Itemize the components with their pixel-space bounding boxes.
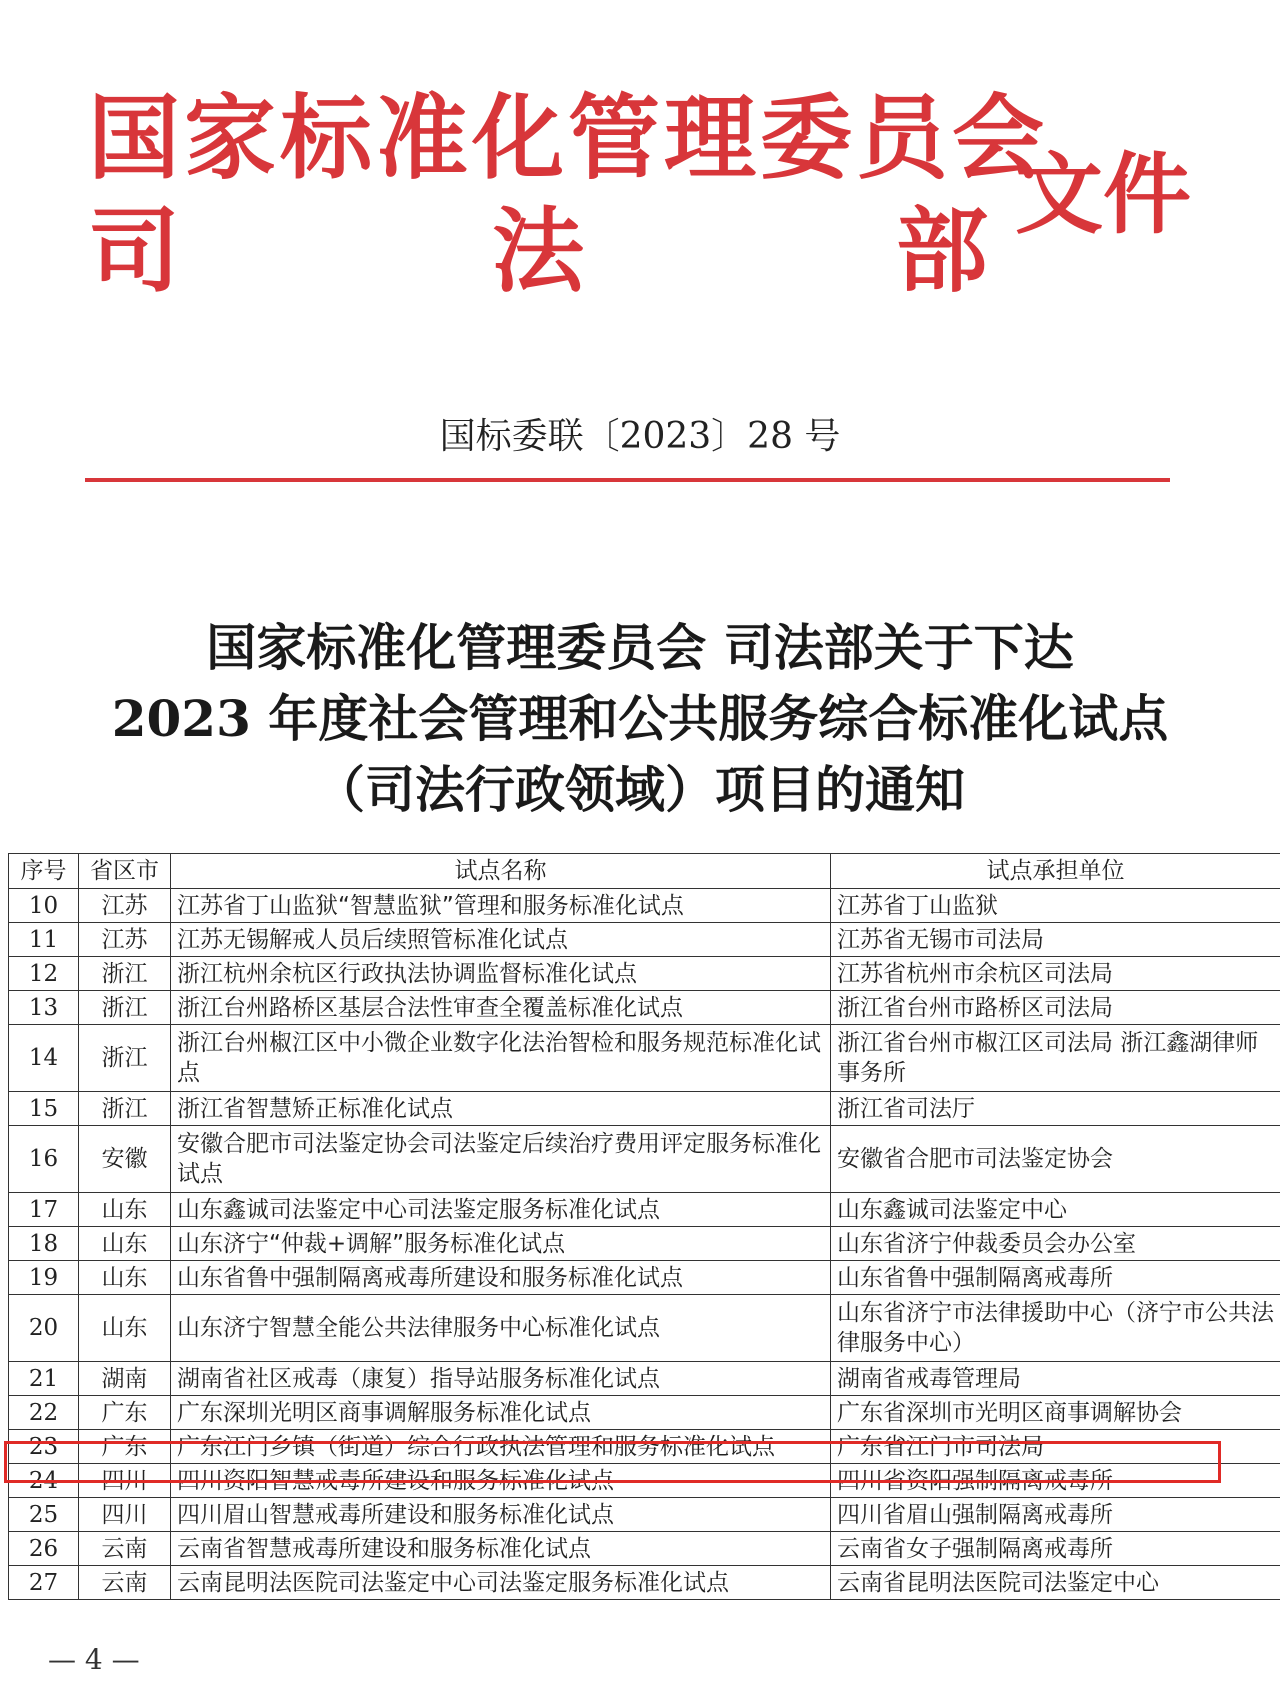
table-row [9, 1498, 1280, 1532]
row-pilot-name: 云南昆明法医院司法鉴定中心司法鉴定服务标准化试点 [171, 1566, 831, 1600]
table-row [9, 1193, 1280, 1227]
row-no: 20 [9, 1295, 79, 1362]
row-no: 25 [9, 1498, 79, 1532]
row-no: 18 [9, 1227, 79, 1261]
row-no: 12 [9, 957, 79, 991]
row-unit: 浙江省台州市路桥区司法局 [831, 991, 1280, 1025]
table-row-highlighted [9, 1430, 1280, 1464]
row-province: 四川 [79, 1464, 171, 1498]
table-row [9, 1025, 1280, 1092]
table-row [9, 1566, 1280, 1600]
row-no: 16 [9, 1126, 79, 1193]
row-unit: 广东省深圳市光明区商事调解协会 [831, 1396, 1280, 1430]
row-province: 山东 [79, 1261, 171, 1295]
row-unit: 云南省女子强制隔离戒毒所 [831, 1532, 1280, 1566]
row-no: 19 [9, 1261, 79, 1295]
table-row [9, 957, 1280, 991]
row-no: 24 [9, 1464, 79, 1498]
row-province: 云南 [79, 1532, 171, 1566]
row-pilot-name: 山东济宁“仲裁+调解”服务标准化试点 [171, 1227, 831, 1261]
table-row [9, 991, 1280, 1025]
row-no: 27 [9, 1566, 79, 1600]
table-row [9, 1126, 1280, 1193]
row-unit: 江苏省丁山监狱 [831, 889, 1280, 923]
header-divider [85, 478, 1170, 482]
row-unit: 山东省鲁中强制隔离戒毒所 [831, 1261, 1280, 1295]
org-char: 部 [895, 197, 988, 305]
row-no: 14 [9, 1025, 79, 1092]
row-no: 17 [9, 1193, 79, 1227]
row-unit: 山东鑫诚司法鉴定中心 [831, 1193, 1280, 1227]
row-pilot-name: 广东江门乡镇（街道）综合行政执法管理和服务标准化试点 [171, 1430, 831, 1464]
row-unit: 山东省济宁仲裁委员会办公室 [831, 1227, 1280, 1261]
row-unit: 湖南省戒毒管理局 [831, 1362, 1280, 1396]
row-unit: 四川省资阳强制隔离戒毒所 [831, 1464, 1280, 1498]
table-row [9, 1362, 1280, 1396]
row-no: 13 [9, 991, 79, 1025]
row-unit: 云南省昆明法医院司法鉴定中心 [831, 1566, 1280, 1600]
table-row [9, 1396, 1280, 1430]
row-province: 浙江 [79, 991, 171, 1025]
row-no: 26 [9, 1532, 79, 1566]
row-pilot-name: 湖南省社区戒毒（康复）指导站服务标准化试点 [171, 1362, 831, 1396]
row-pilot-name: 江苏省丁山监狱“智慧监狱”管理和服务标准化试点 [171, 889, 831, 923]
row-province: 江苏 [79, 923, 171, 957]
row-pilot-name: 浙江省智慧矫正标准化试点 [171, 1092, 831, 1126]
title-line: （司法行政领域）项目的通知 [315, 760, 965, 819]
row-pilot-name: 云南省智慧戒毒所建设和服务标准化试点 [171, 1532, 831, 1566]
row-no: 10 [9, 889, 79, 923]
row-pilot-name: 四川眉山智慧戒毒所建设和服务标准化试点 [171, 1498, 831, 1532]
column-header-no: 序号 [9, 854, 79, 889]
notice-title [0, 612, 1280, 825]
row-province: 广东 [79, 1396, 171, 1430]
row-province: 山东 [79, 1295, 171, 1362]
row-pilot-name: 广东深圳光明区商事调解服务标准化试点 [171, 1396, 831, 1430]
page-number: — 4 — [48, 1643, 140, 1676]
row-pilot-name: 四川资阳智慧戒毒所建设和服务标准化试点 [171, 1464, 831, 1498]
row-no: 22 [9, 1396, 79, 1430]
column-header-pilot-name: 试点名称 [171, 854, 831, 889]
row-unit: 浙江省台州市椒江区司法局 浙江鑫湖律师事务所 [831, 1025, 1280, 1092]
row-pilot-name: 浙江台州椒江区中小微企业数字化法治智检和服务规范标准化试点 [171, 1025, 831, 1092]
pilot-project-table [8, 853, 1280, 1600]
issuing-org-line2 [88, 197, 988, 305]
row-province: 山东 [79, 1227, 171, 1261]
column-header-unit: 试点承担单位 [831, 854, 1280, 889]
document-suffix: 文件 [1015, 142, 1192, 246]
row-unit: 江苏省无锡市司法局 [831, 923, 1280, 957]
column-header-province: 省区市 [79, 854, 171, 889]
row-province: 江苏 [79, 889, 171, 923]
row-province: 浙江 [79, 957, 171, 991]
row-province: 山东 [79, 1193, 171, 1227]
table-row [9, 1227, 1280, 1261]
row-province: 四川 [79, 1498, 171, 1532]
row-province: 云南 [79, 1566, 171, 1600]
table-row [9, 1532, 1280, 1566]
row-no: 21 [9, 1362, 79, 1396]
title-line: 国家标准化管理委员会 司法部关于下达 [206, 618, 1074, 677]
document-number: 国标委联〔2023〕28 号 [439, 416, 841, 457]
row-unit: 安徽省合肥市司法鉴定协会 [831, 1126, 1280, 1193]
row-unit: 广东省江门市司法局 [831, 1430, 1280, 1464]
table-row [9, 1295, 1280, 1362]
row-unit: 四川省眉山强制隔离戒毒所 [831, 1498, 1280, 1532]
table-row [9, 889, 1280, 923]
row-no: 15 [9, 1092, 79, 1126]
row-province: 湖南 [79, 1362, 171, 1396]
row-province: 浙江 [79, 1092, 171, 1126]
row-pilot-name: 江苏无锡解戒人员后续照管标准化试点 [171, 923, 831, 957]
row-pilot-name: 浙江杭州余杭区行政执法协调监督标准化试点 [171, 957, 831, 991]
table-row [9, 1464, 1280, 1498]
row-pilot-name: 浙江台州路桥区基层合法性审查全覆盖标准化试点 [171, 991, 831, 1025]
row-pilot-name: 山东省鲁中强制隔离戒毒所建设和服务标准化试点 [171, 1261, 831, 1295]
title-line: 2023 年度社会管理和公共服务综合标准化试点 [111, 689, 1169, 748]
row-no: 11 [9, 923, 79, 957]
row-province: 广东 [79, 1430, 171, 1464]
table-row [9, 923, 1280, 957]
row-no: 23 [9, 1430, 79, 1464]
org-char: 司 [88, 197, 181, 305]
issuing-org-line1: 国家标准化管理委员会 [88, 84, 1049, 192]
row-province: 安徽 [79, 1126, 171, 1193]
row-pilot-name: 山东鑫诚司法鉴定中心司法鉴定服务标准化试点 [171, 1193, 831, 1227]
row-unit: 江苏省杭州市余杭区司法局 [831, 957, 1280, 991]
row-province: 浙江 [79, 1025, 171, 1092]
row-unit: 浙江省司法厅 [831, 1092, 1280, 1126]
row-pilot-name: 安徽合肥市司法鉴定协会司法鉴定后续治疗费用评定服务标准化试点 [171, 1126, 831, 1193]
row-unit: 山东省济宁市法律援助中心（济宁市公共法律服务中心） [831, 1295, 1280, 1362]
org-char: 法 [491, 197, 584, 305]
table-row [9, 1261, 1280, 1295]
table-row [9, 1092, 1280, 1126]
row-pilot-name: 山东济宁智慧全能公共法律服务中心标准化试点 [171, 1295, 831, 1362]
